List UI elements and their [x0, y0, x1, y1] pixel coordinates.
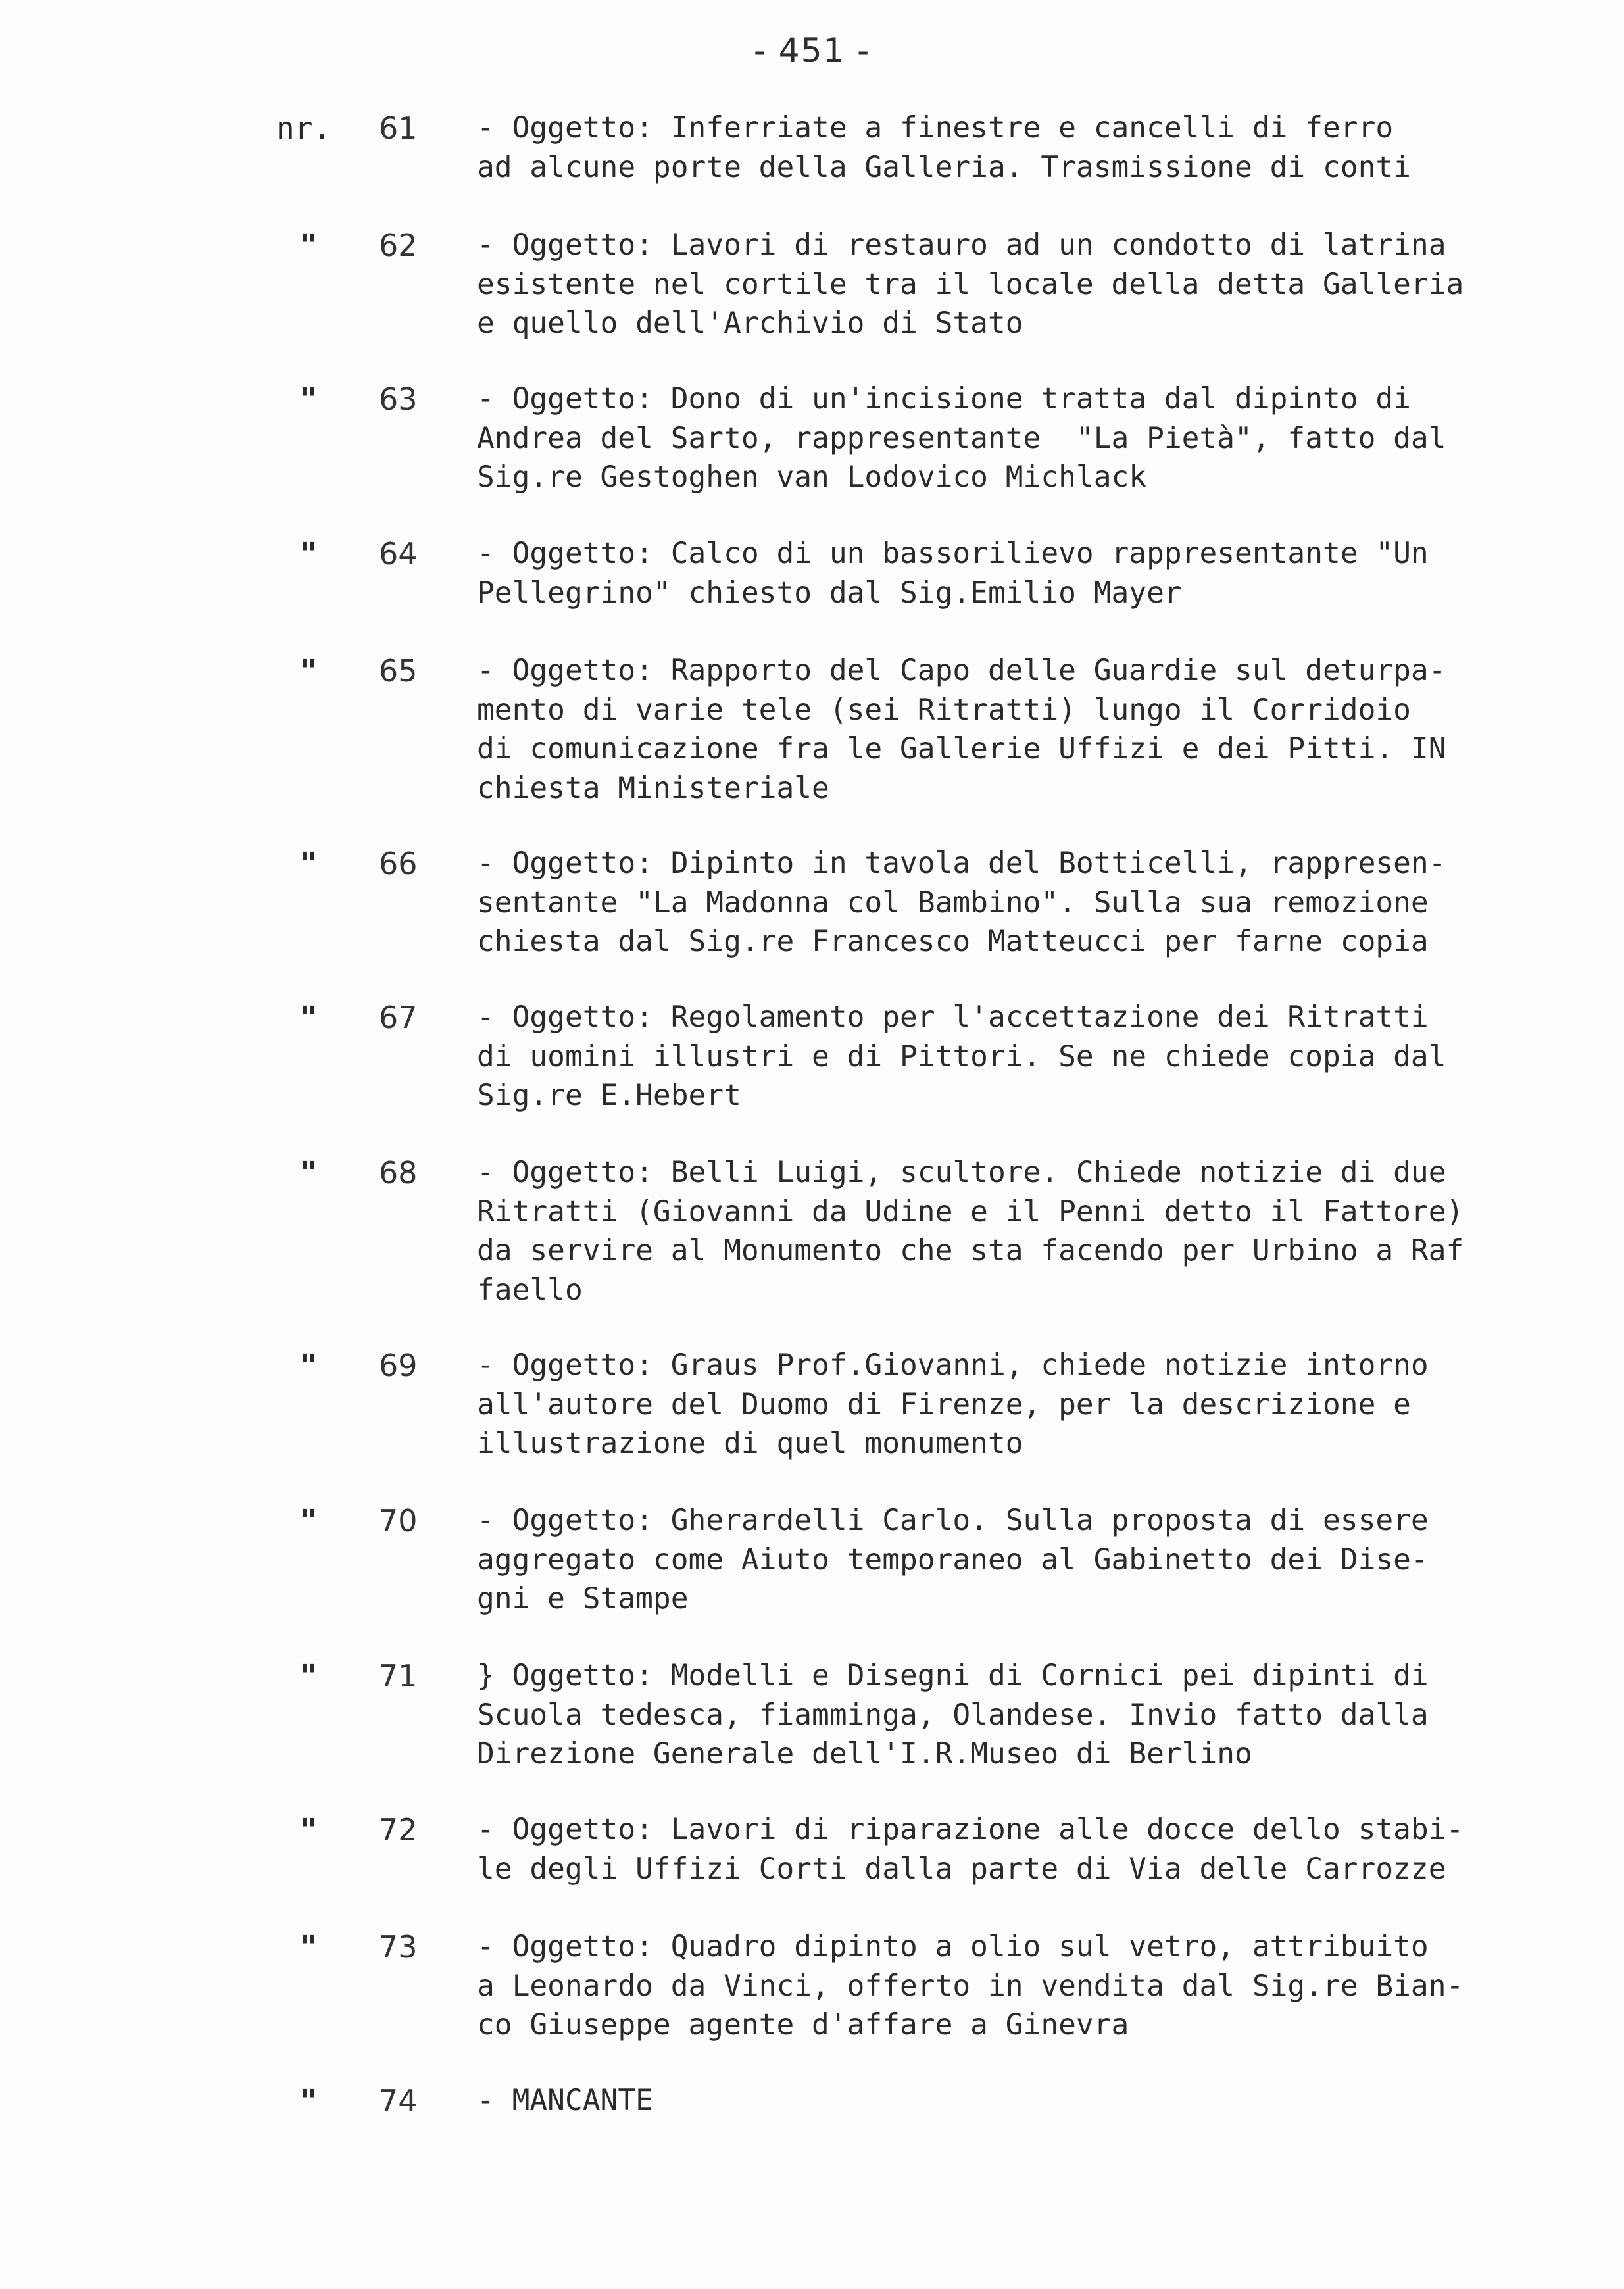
entry-line: da servire al Monumento che sta facendo per Urbino a Raf — [477, 1234, 1464, 1268]
entry-line: di comunicazione fra le Gallerie Uffizi e dei Pitti. IN — [477, 732, 1446, 766]
entry-line: - Oggetto: Lavori di riparazione alle docce dello stabi- — [477, 1813, 1464, 1846]
entry-line: faello — [477, 1273, 583, 1307]
entry-number: 68 — [379, 1155, 418, 1191]
entry-number: 72 — [379, 1812, 418, 1848]
entry-text — [477, 2081, 1608, 2121]
entry-line: } Oggetto: Modelli e Disegni di Cornici pei dipinti di — [477, 1659, 1429, 1692]
entry-text — [477, 1153, 1608, 1310]
entry-ditto-mark: " — [299, 1812, 318, 1848]
entry-line: aggregato come Aiuto temporaneo al Gabinetto dei Dise- — [477, 1542, 1429, 1577]
entry-number: 67 — [379, 1000, 418, 1035]
entry-line: - Oggetto: Inferriate a finestre e cancelli di ferro — [477, 111, 1394, 145]
entry-line: - Oggetto: Gherardelli Carlo. Sulla proposta di essere — [477, 1504, 1429, 1537]
entry-text — [477, 1927, 1608, 2045]
entry-line: illustrazione di quel monumento — [477, 1427, 1023, 1460]
entry-line: mento di varie tele (sei Ritratti) lungo il Corridoio — [477, 693, 1411, 727]
entry-text — [477, 109, 1608, 187]
entry-number: 65 — [379, 653, 418, 689]
entry-text — [477, 534, 1608, 612]
entry-line: chiesta Ministeriale — [477, 771, 829, 805]
entry-ditto-mark: " — [299, 1503, 318, 1538]
entry-text — [477, 844, 1608, 962]
entry-line: - Oggetto: Dipinto in tavola del Botticelli, rappresen- — [477, 847, 1446, 880]
entry-line: Sig.re Gestoghen van Lodovico Michlack — [477, 460, 1147, 494]
entry-ditto-mark: " — [299, 2083, 318, 2119]
entry-ditto-mark: " — [299, 382, 318, 417]
entry-number: 71 — [379, 1658, 418, 1694]
entry-line: sentante "La Madonna col Bambino". Sulla sua remozione — [477, 885, 1429, 920]
entry-text — [477, 998, 1608, 1116]
entry-ditto-mark: " — [299, 653, 318, 689]
entry-line: ad alcune porte della Galleria. Trasmissione di conti — [477, 150, 1411, 184]
entry-line: - Oggetto: Calco di un bassorilievo rappresentante "Un — [477, 537, 1429, 570]
entry-line: gni e Stampe — [477, 1582, 689, 1615]
entry-text — [477, 1810, 1608, 1888]
entry-line: all'autore del Duomo di Firenze, per la descrizione e — [477, 1387, 1411, 1421]
entry-line: Pellegrino" chiesto dal Sig.Emilio Mayer — [477, 576, 1182, 610]
entry-ditto-mark: " — [299, 1000, 318, 1035]
entry-line: - Oggetto: Lavori di restauro ad un condotto di latrina — [477, 228, 1446, 262]
entry-number: 63 — [379, 382, 418, 417]
entry-number: 66 — [379, 846, 418, 881]
entry-text — [477, 651, 1608, 808]
entry-text — [477, 1656, 1608, 1774]
entry-line: - Oggetto: Quadro dipinto a olio sul vetro, attribuito — [477, 1930, 1429, 1963]
entry-line: le degli Uffizi Corti dalla parte di Via delle Carrozze — [477, 1852, 1446, 1886]
entry-line: a Leonardo da Vinci, offerto in vendita dal Sig.re Bian- — [477, 1969, 1464, 2003]
entry-prefix-nr: nr. — [276, 111, 332, 146]
entry-ditto-mark: " — [299, 846, 318, 881]
entry-line: - Oggetto: Regolamento per l'accettazione dei Ritratti — [477, 1000, 1429, 1034]
entry-line: - Oggetto: Belli Luigi, scultore. Chiede notizie di due — [477, 1156, 1446, 1189]
entry-number: 64 — [379, 536, 418, 572]
entry-text — [477, 1501, 1608, 1619]
entry-number: 61 — [379, 111, 418, 146]
entry-line: e quello dell'Archivio di Stato — [477, 307, 1023, 340]
entry-ditto-mark: " — [299, 1658, 318, 1694]
entry-text — [477, 380, 1608, 497]
entry-text — [477, 1346, 1608, 1464]
entry-line: Scuola tedesca, fiamminga, Olandese. Invio fatto dalla — [477, 1698, 1429, 1732]
entry-line: di uomini illustri e di Pittori. Se ne chiede copia dal — [477, 1039, 1446, 1073]
entry-line: - Oggetto: Dono di un'incisione tratta dal dipinto di — [477, 382, 1411, 416]
entry-line: Ritratti (Giovanni da Udine e il Penni detto il Fattore) — [477, 1194, 1464, 1229]
entry-line: chiesta dal Sig.re Francesco Matteucci per farne copia — [477, 925, 1429, 958]
entry-ditto-mark: " — [299, 536, 318, 572]
entry-ditto-mark: " — [299, 228, 318, 263]
entry-number: 70 — [379, 1503, 418, 1538]
entry-line: Sig.re E.Hebert — [477, 1079, 741, 1112]
page-number: - 451 - — [753, 32, 871, 70]
entry-number: 69 — [379, 1348, 418, 1383]
entry-ditto-mark: " — [299, 1348, 318, 1383]
entry-line: co Giuseppe agente d'affare a Ginevra — [477, 2008, 1129, 2042]
entry-line: esistente nel cortile tra il locale della detta Galleria — [477, 267, 1464, 301]
entry-text — [477, 226, 1608, 343]
entry-line: - Oggetto: Rapporto del Capo delle Guardie sul deturpa- — [477, 654, 1446, 687]
entry-line: - Oggetto: Graus Prof.Giovanni, chiede notizie intorno — [477, 1348, 1429, 1382]
entry-line: Andrea del Sarto, rappresentante "La Pietà", fatto dal — [477, 421, 1446, 455]
entry-line: - MANCANTE — [477, 2084, 653, 2117]
entry-number: 62 — [379, 228, 418, 263]
entry-line: Direzione Generale dell'I.R.Museo di Berlino — [477, 1737, 1252, 1771]
entry-ditto-mark: " — [299, 1929, 318, 1965]
entry-number: 74 — [379, 2083, 418, 2119]
entry-ditto-mark: " — [299, 1155, 318, 1191]
entry-number: 73 — [379, 1929, 418, 1965]
